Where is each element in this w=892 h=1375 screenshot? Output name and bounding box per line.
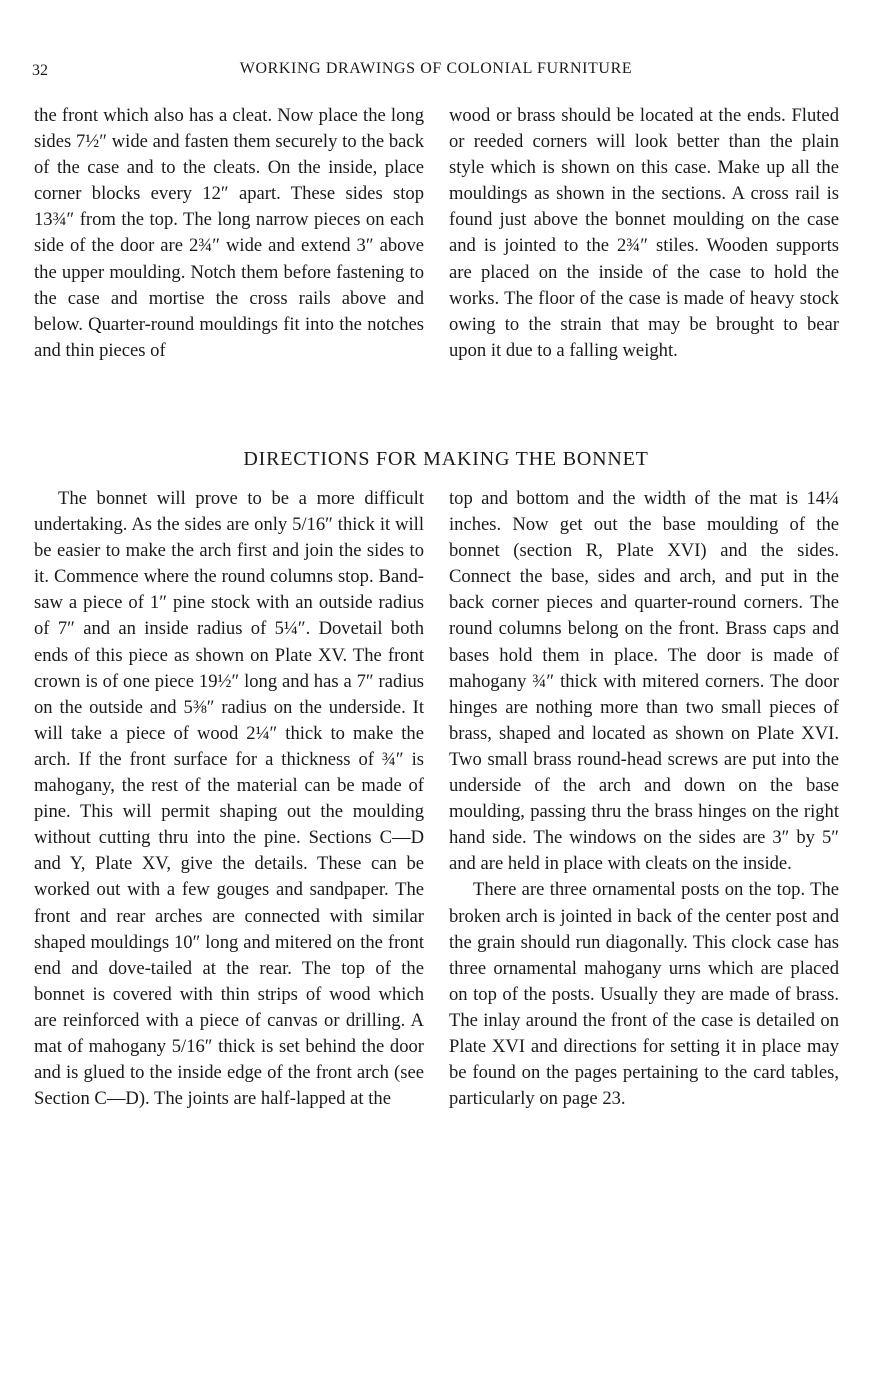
top-right-column [449, 103, 839, 364]
page-number: 32 [32, 62, 48, 79]
section-heading: DIRECTIONS FOR MAKING THE BONNET [243, 448, 649, 470]
bonnet-left-paragraph: The bonnet will prove to be a more difficult undertaking. As the sides are only 5/16″ thick it will be easier to make the arch first and join the sides to it. Commence where the round columns stop. Band-saw a piece of 1″ pine stock with an outside radius of 7″ and an inside radius of 5¼″. Dovetail both ends of this piece as shown on Plate XV. The front crown is of one piece 19½″ long and has a 7″ radius on the outside and 5⅜″ radius on the underside. It will take a piece of wood 2¼″ thick to make the arch. If the front surface for a thickness of ¾″ is mahogany, the rest of the material can be made of pine. This will permit shaping out the moulding without cutting thru into the pine. Sections C—D and Y, Plate XV, give the details. These can be worked out with a few gouges and sandpaper. The front and rear arches are connected with similar shaped mouldings 10″ long and mitered on the front end and dove-tailed at the rear. The top of the bonnet is covered with thin strips of wood which are reinforced with a piece of canvas or drilling. A mat of mahogany 5/16″ thick is set behind the door and is glued to the inside edge of the front arch (see Section C—D). The joints are half-lapped at the [34, 488, 424, 1110]
top-left-column [34, 103, 424, 364]
page-header [32, 60, 840, 84]
running-title: WORKING DRAWINGS OF COLONIAL FURNITURE [239, 60, 633, 77]
bonnet-right-column [449, 486, 839, 1112]
bonnet-right-paragraph-2: There are three ornamental posts on the top. The broken arch is jointed in back of the center post and the grain should run diagonally. This clock case has three ornamental mahogany urns which are placed on top of the posts. Usually they are made of brass. The inlay around the front of the case is detailed on Plate XVI and directions for setting it in place may be found on the pages pertaining to the card tables, particularly on page 23. [449, 879, 839, 1110]
bonnet-right-paragraph-1: top and bottom and the width of the mat is 14¼ inches. Now get out the base moulding of the bonnet (section R, Plate XVI) and the sides. Connect the base, sides and arch, and put in the back corner pieces and quarter-round corners. The round columns belong on the front. Brass caps and bases hold them in place. The door is made of mahogany ¾″ thick with mitered corners. The door hinges are nothing more than two small pieces of brass, shaped and located as shown on Plate XVI. Two small brass round-head screws are put into the underside of the arch and down on the base moulding, passing thru the brass hinges on the right hand side. The windows on the sides are 3″ by 5″ and are held in place with cleats on the inside. [449, 488, 839, 875]
top-left-paragraph: the front which also has a cleat. Now place the long sides 7½″ wide and fasten them securely to the back of the case and to the cleats. On the inside, place corner blocks every 12″ apart. These sides stop 13¾″ from the top. The long narrow pieces on each side of the door are 2¾″ wide and extend 3″ above the upper moulding. Notch them before fastening to the case and mortise the cross rails above and below. Quarter-round mouldings fit into the notches and thin pieces of [34, 105, 424, 361]
bonnet-left-column [34, 486, 424, 1112]
top-right-paragraph: wood or brass should be located at the ends. Fluted or reeded corners will look better than the plain style which is shown on this case. Make up all the mouldings as shown in the sections. A cross rail is found just above the bonnet moulding on the case and is jointed to the 2¾″ stiles. Wooden supports are placed on the inside of the case to hold the works. The floor of the case is made of heavy stock owing to the strain that may be brought to bear upon it due to a falling weight. [449, 105, 839, 361]
